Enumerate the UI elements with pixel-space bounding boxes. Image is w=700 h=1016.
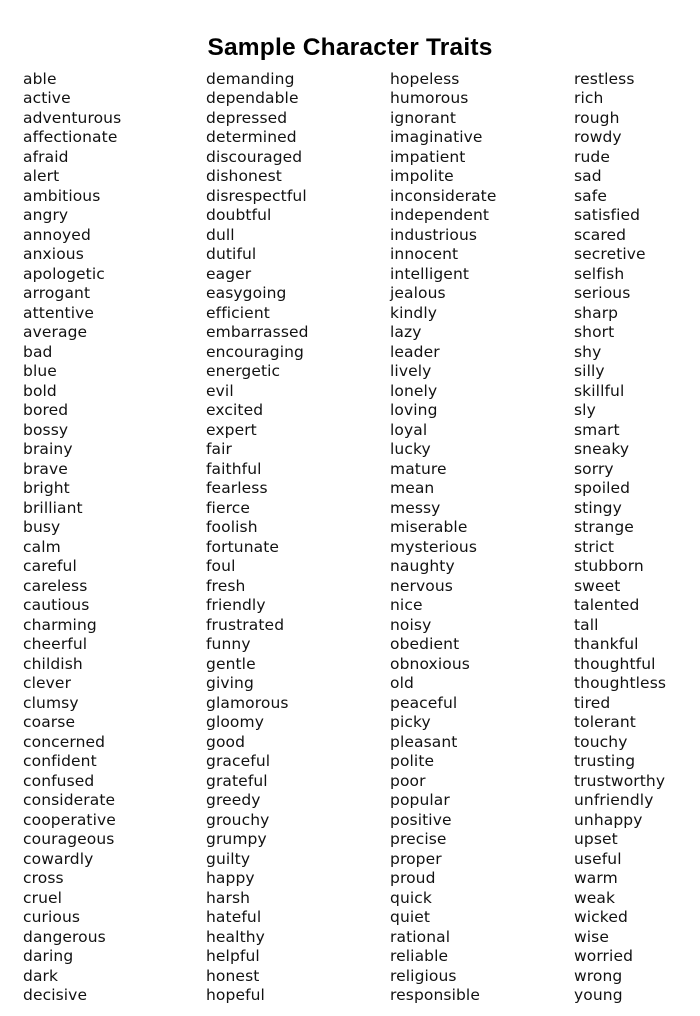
- trait-word: secretive: [574, 245, 646, 263]
- trait-word: silly: [574, 362, 605, 380]
- trait-word: satisfied: [574, 206, 641, 224]
- trait-word: funny: [206, 635, 251, 653]
- trait-word: rich: [574, 89, 604, 107]
- trait-word: mysterious: [390, 537, 478, 556]
- trait-word: busy: [23, 518, 61, 536]
- trait-word: unhappy: [574, 810, 643, 829]
- trait-word: unfriendly: [574, 791, 654, 809]
- trait-word: grouchy: [206, 810, 270, 829]
- trait-word: discouraged: [206, 147, 303, 166]
- trait-word: cruel: [23, 888, 63, 907]
- trait-word: impolite: [390, 167, 454, 185]
- trait-word: weak: [574, 888, 616, 907]
- trait-word: responsible: [390, 986, 480, 1004]
- trait-word: loyal: [390, 420, 428, 439]
- trait-word: reliable: [390, 947, 449, 965]
- trait-word: jealous: [390, 284, 446, 302]
- trait-word: leader: [390, 342, 440, 361]
- trait-word: religious: [390, 966, 457, 985]
- trait-word: annoyed: [23, 225, 91, 244]
- trait-word: sorry: [574, 459, 614, 478]
- trait-word: safe: [574, 186, 607, 205]
- trait-word: impatient: [390, 147, 466, 166]
- trait-word: eager: [206, 264, 252, 283]
- trait-word: thoughtful: [574, 654, 656, 673]
- trait-word: dangerous: [23, 927, 106, 946]
- trait-word: smart: [574, 420, 620, 439]
- trait-word: industrious: [390, 225, 478, 244]
- trait-word: harsh: [206, 888, 251, 907]
- trait-word: cautious: [23, 596, 90, 614]
- trait-word: serious: [574, 284, 631, 302]
- trait-word: warm: [574, 869, 618, 887]
- trait-word: considerate: [23, 791, 116, 809]
- trait-word: frustrated: [206, 615, 285, 634]
- trait-word: ignorant: [390, 108, 457, 127]
- trait-word: calm: [23, 537, 61, 556]
- trait-word: mature: [390, 459, 447, 478]
- trait-word: blue: [23, 362, 57, 380]
- trait-word: picky: [390, 713, 431, 731]
- trait-word: obnoxious: [390, 654, 470, 673]
- trait-word: foul: [206, 557, 236, 575]
- trait-word: spoiled: [574, 479, 631, 497]
- trait-word: wicked: [574, 908, 628, 926]
- trait-word: excited: [206, 401, 264, 419]
- trait-word: dull: [206, 225, 235, 244]
- trait-word: anxious: [23, 245, 84, 263]
- trait-word: graceful: [206, 752, 271, 770]
- trait-word: brainy: [23, 440, 73, 458]
- trait-word: obedient: [390, 635, 460, 653]
- trait-word: courageous: [23, 830, 115, 848]
- trait-word: concerned: [23, 732, 106, 751]
- trait-word: dark: [23, 966, 59, 985]
- trait-word: tolerant: [574, 713, 636, 731]
- trait-word: popular: [390, 791, 450, 809]
- trait-word: proud: [390, 869, 436, 887]
- trait-word: quick: [390, 888, 432, 907]
- trait-word: alert: [23, 167, 60, 185]
- trait-word: trusting: [574, 752, 636, 770]
- trait-word: old: [390, 674, 414, 692]
- trait-word: strange: [574, 518, 634, 536]
- trait-word: efficient: [206, 303, 270, 322]
- trait-word: healthy: [206, 927, 265, 946]
- trait-word: wise: [574, 927, 609, 946]
- trait-word: fortunate: [206, 537, 280, 556]
- trait-word: honest: [206, 966, 260, 985]
- trait-word: kindly: [390, 303, 438, 322]
- trait-word: hopeful: [206, 986, 265, 1004]
- trait-word: short: [574, 323, 615, 341]
- trait-word: giving: [206, 674, 254, 692]
- trait-word: restless: [574, 69, 635, 88]
- trait-word: bright: [23, 479, 70, 497]
- trait-word: curious: [23, 908, 81, 926]
- trait-word: angry: [23, 206, 69, 224]
- trait-word: thoughtless: [574, 674, 667, 692]
- trait-word: rough: [574, 108, 620, 127]
- trait-word: fierce: [206, 498, 250, 517]
- trait-word: glamorous: [206, 693, 289, 712]
- trait-word: guilty: [206, 849, 251, 868]
- trait-word: ambitious: [23, 186, 101, 205]
- trait-word: upset: [574, 830, 618, 848]
- trait-word: brave: [23, 459, 68, 478]
- trait-word: humorous: [390, 89, 469, 107]
- trait-word: expert: [206, 420, 257, 439]
- trait-word: young: [574, 986, 623, 1004]
- trait-word: easygoing: [206, 284, 287, 302]
- trait-word: independent: [390, 206, 490, 224]
- trait-word: decisive: [23, 986, 88, 1004]
- trait-word: fresh: [206, 576, 246, 595]
- trait-word: brilliant: [23, 498, 83, 517]
- trait-word: cowardly: [23, 849, 94, 868]
- trait-word: careful: [23, 557, 77, 575]
- trait-word: bossy: [23, 420, 69, 439]
- trait-word: helpful: [206, 947, 260, 965]
- trait-word: evil: [206, 381, 234, 400]
- trait-word: touchy: [574, 732, 628, 751]
- traits-column-1: [23, 70, 121, 1006]
- trait-word: afraid: [23, 147, 69, 166]
- trait-word: sweet: [574, 576, 621, 595]
- traits-column-2: [206, 70, 309, 1006]
- trait-word: childish: [23, 654, 83, 673]
- trait-word: strict: [574, 537, 615, 556]
- trait-word: arrogant: [23, 284, 91, 302]
- trait-word: bold: [23, 381, 57, 400]
- trait-word: clumsy: [23, 693, 79, 712]
- trait-word: encouraging: [206, 342, 304, 361]
- trait-word: energetic: [206, 362, 281, 380]
- trait-word: nice: [390, 596, 423, 614]
- trait-word: faithful: [206, 459, 262, 478]
- trait-word: useful: [574, 849, 622, 868]
- trait-word: messy: [390, 498, 441, 517]
- trait-word: able: [23, 69, 57, 88]
- trait-word: bad: [23, 342, 53, 361]
- trait-word: attentive: [23, 303, 95, 322]
- trait-word: good: [206, 732, 246, 751]
- trait-word: scared: [574, 225, 627, 244]
- trait-word: peaceful: [390, 693, 458, 712]
- trait-word: thankful: [574, 635, 639, 653]
- trait-word: naughty: [390, 557, 455, 575]
- trait-word: imaginative: [390, 128, 483, 146]
- trait-word: confused: [23, 771, 95, 790]
- trait-word: wrong: [574, 966, 623, 985]
- trait-word: talented: [574, 596, 640, 614]
- page-title: Sample Character Traits: [207, 34, 493, 62]
- trait-word: sad: [574, 167, 602, 185]
- trait-word: careless: [23, 576, 88, 595]
- trait-word: confident: [23, 752, 97, 770]
- trait-word: hopeless: [390, 69, 460, 88]
- trait-word: charming: [23, 615, 97, 634]
- trait-word: sharp: [574, 303, 619, 322]
- trait-word: demanding: [206, 69, 295, 88]
- trait-word: affectionate: [23, 128, 118, 146]
- trait-word: pleasant: [390, 732, 458, 751]
- trait-word: fair: [206, 440, 233, 458]
- trait-word: adventurous: [23, 108, 122, 127]
- trait-word: rowdy: [574, 128, 622, 146]
- trait-word: noisy: [390, 615, 432, 634]
- trait-word: worried: [574, 947, 634, 965]
- trait-word: proper: [390, 849, 442, 868]
- trait-word: hateful: [206, 908, 262, 926]
- traits-column-3: [390, 70, 497, 1006]
- trait-word: happy: [206, 869, 255, 887]
- trait-word: cheerful: [23, 635, 88, 653]
- trait-word: bored: [23, 401, 69, 419]
- trait-word: lazy: [390, 323, 422, 341]
- trait-word: nervous: [390, 576, 453, 595]
- trait-word: rude: [574, 147, 610, 166]
- trait-word: greedy: [206, 791, 261, 809]
- trait-word: fearless: [206, 479, 268, 497]
- trait-word: friendly: [206, 596, 266, 614]
- trait-word: doubtful: [206, 206, 272, 224]
- trait-word: grateful: [206, 771, 268, 790]
- trait-word: shy: [574, 342, 602, 361]
- trait-word: innocent: [390, 245, 459, 263]
- trait-word: rational: [390, 927, 451, 946]
- trait-word: quiet: [390, 908, 431, 926]
- trait-word: selfish: [574, 264, 625, 283]
- trait-word: cross: [23, 869, 64, 887]
- trait-word: polite: [390, 752, 435, 770]
- trait-word: tired: [574, 693, 611, 712]
- trait-word: active: [23, 89, 71, 107]
- traits-column-4: [574, 70, 666, 1006]
- trait-word: miserable: [390, 518, 468, 536]
- trait-word: lucky: [390, 440, 431, 458]
- trait-word: determined: [206, 128, 297, 146]
- trait-word: tall: [574, 615, 599, 634]
- trait-word: precise: [390, 830, 447, 848]
- trait-word: average: [23, 323, 88, 341]
- trait-word: clever: [23, 674, 72, 692]
- trait-word: daring: [23, 947, 74, 965]
- trait-word: stingy: [574, 498, 622, 517]
- trait-word: dutiful: [206, 245, 257, 263]
- trait-word: mean: [390, 479, 435, 497]
- trait-word: dishonest: [206, 167, 282, 185]
- trait-word: intelligent: [390, 264, 470, 283]
- trait-word: gentle: [206, 654, 256, 673]
- trait-word: skillful: [574, 381, 625, 400]
- trait-word: lively: [390, 362, 432, 380]
- trait-word: loving: [390, 401, 438, 419]
- trait-word: inconsiderate: [390, 186, 497, 205]
- trait-word: positive: [390, 810, 452, 829]
- trait-word: depressed: [206, 108, 288, 127]
- trait-word: sneaky: [574, 440, 630, 458]
- trait-word: trustworthy: [574, 771, 666, 790]
- trait-word: coarse: [23, 713, 76, 731]
- trait-word: embarrassed: [206, 323, 309, 341]
- trait-word: disrespectful: [206, 186, 307, 205]
- trait-word: poor: [390, 771, 426, 790]
- trait-word: sly: [574, 401, 596, 419]
- trait-word: gloomy: [206, 713, 264, 731]
- trait-word: lonely: [390, 381, 438, 400]
- trait-word: grumpy: [206, 830, 267, 848]
- trait-word: apologetic: [23, 264, 105, 283]
- trait-word: foolish: [206, 518, 258, 536]
- trait-word: dependable: [206, 89, 299, 107]
- trait-word: stubborn: [574, 557, 644, 575]
- trait-word: cooperative: [23, 810, 116, 829]
